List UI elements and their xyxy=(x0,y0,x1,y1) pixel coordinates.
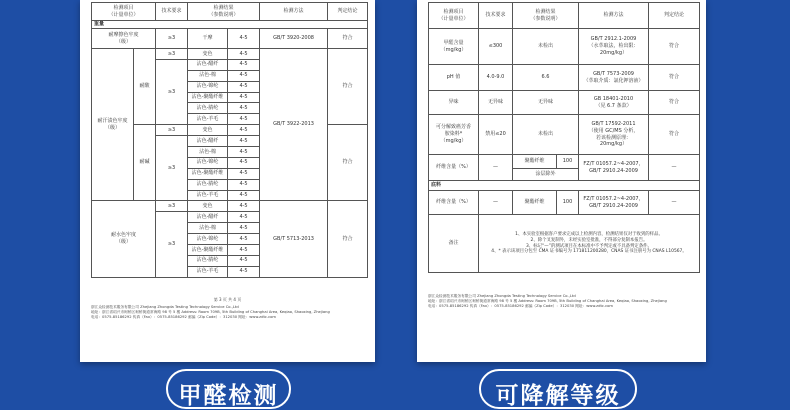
report-footer xyxy=(91,305,330,321)
footer-line-contact: 电话：0575-85186292 传真（Fax）：0575-85186292 邮编（Zip Code）：312030 网址：www.zdtc.com xyxy=(91,315,276,320)
alkali-req-0: ≥3 xyxy=(156,125,188,136)
acid-row-label: 沾色-锦纶 xyxy=(188,81,228,92)
alkali-row-value: 4-5 xyxy=(228,190,260,201)
alkali-label: 耐碱 xyxy=(134,125,156,201)
header-result: 检测结果 （参数说明） xyxy=(188,3,260,21)
row-result: 6.6 xyxy=(513,65,579,91)
fiber-coating: 涂层除外 xyxy=(513,169,579,181)
friction-req: ≥3 xyxy=(156,29,188,49)
acid-row-label: 沾色-聚酯纤维 xyxy=(188,92,228,103)
acid-row-value: 4-5 xyxy=(228,92,260,103)
alkali-row-label: 沾色-腈纶 xyxy=(188,179,228,190)
fiber-req: — xyxy=(479,191,513,215)
footer-line-company: 浙江众检测技术服务有限公司 Zhejiang Zhongda Testing Technology Service Co.,Ltd xyxy=(91,305,239,309)
header-req: 技术要求 xyxy=(156,3,188,21)
acid-row-value: 4-5 xyxy=(228,103,260,114)
acid-row-value: 4-5 xyxy=(228,81,260,92)
row-verdict: 符合 xyxy=(649,91,700,115)
header-result: 检测结果 （参数说明） xyxy=(513,3,579,29)
footer-line-company: 浙江众检测技术服务有限公司 Zhejiang Zhongda Testing Technology Service Co.,Ltd xyxy=(428,294,576,298)
row-result: 未检出 xyxy=(513,115,579,155)
row-item: 甲醛含量 （mg/kg） xyxy=(429,29,479,65)
row-item: pH 值 xyxy=(429,65,479,91)
footer-line-address: 地址：浙江省绍兴市柯桥区柯桥街道常海路 98 号 5 楼 Address: Room 709B, 5th Building of Changhai Area, Keqiao, Shaoxing, Zhejiang xyxy=(428,299,667,304)
notes-label: 备注 xyxy=(429,215,479,273)
header-req: 技术要求 xyxy=(479,3,513,29)
alkali-row-value: 4-5 xyxy=(228,168,260,179)
row-method: GB/T 2912.1-2009 （水萃取法，检出限： 20mg/kg） xyxy=(579,29,649,65)
row-result: 未检出 xyxy=(513,29,579,65)
header-verdict: 判定结论 xyxy=(328,3,368,21)
sweat-label: 耐汗渍色牢度 （级） xyxy=(92,49,134,201)
water-verdict: 符合 xyxy=(328,201,368,277)
section-title: 底料 xyxy=(429,181,700,191)
acid-row-value: 4-5 xyxy=(228,49,260,60)
row-req: ≤300 xyxy=(479,29,513,65)
note-line: 1、本实验室根据客户要求完成以上检测内容，检测结果仅对于收到的样品。 xyxy=(515,231,663,237)
acid-verdict: 符合 xyxy=(328,49,368,125)
note-line: 4、* 表示该项目分包至 CMA 证书编号为 171811200280，CNAS 证书注册号为 CNAS L10567。 xyxy=(491,249,687,255)
water-row-label: 沾色-聚酯纤维 xyxy=(188,245,228,256)
water-row-value: 4-5 xyxy=(228,223,260,234)
header-method: 检测方法 xyxy=(579,3,649,29)
water-row-label: 沾色-棉 xyxy=(188,223,228,234)
degradability-grade-label: 可降解等级 xyxy=(479,369,637,409)
alkali-verdict: 符合 xyxy=(328,125,368,201)
section-title: 重量 xyxy=(92,21,368,29)
row-method: GB 18401-2010 （见 6.7 条款） xyxy=(579,91,649,115)
formaldehyde-test-label: 甲醛检测 xyxy=(166,369,291,409)
acid-label: 耐酸 xyxy=(134,49,156,125)
row-result: 无异味 xyxy=(513,91,579,115)
fiber-verdict: — xyxy=(649,155,700,181)
fiber-name: 聚酯纤维 xyxy=(513,155,557,169)
water-row-value: 4-5 xyxy=(228,266,260,277)
row-verdict: 符合 xyxy=(649,29,700,65)
water-row-value: 4-5 xyxy=(228,234,260,245)
acid-row-label: 沾色-羊毛 xyxy=(188,114,228,125)
row-verdict: 符合 xyxy=(649,65,700,91)
note-line: 3、标记“—”的测试项目在本标准中不予判定或不具备判定条件。 xyxy=(526,243,652,249)
alkali-row-value: 4-5 xyxy=(228,125,260,136)
water-row-value: 4-5 xyxy=(228,245,260,256)
fiber-req: — xyxy=(479,155,513,181)
fiber-value: 100 xyxy=(557,155,579,169)
header-item: 检测项目 （计量单位） xyxy=(92,3,156,21)
fiber-method: FZ/T 01057.2~4-2007， GB/T 2910.24-2009 xyxy=(579,191,649,215)
alkali-row-value: 4-5 xyxy=(228,147,260,158)
notes-cell xyxy=(479,215,700,273)
footer-line-contact: 电话：0575-85186292 传真（Fax）：0575-85186292 邮编（Zip Code）：312030 网址：www.zdtc.com xyxy=(428,304,613,309)
footer-line-address: 地址：浙江省绍兴市柯桥区柯桥街道常海路 98 号 5 楼 Address: Room 709B, 5th Building of Changhai Area, Keqiao, Shaoxing, Zhejiang xyxy=(91,310,330,315)
water-method: GB/T 5713-2013 xyxy=(260,201,328,277)
water-row-label: 变色 xyxy=(188,201,228,212)
alkali-row-value: 4-5 xyxy=(228,157,260,168)
fiber-item: 纤维含量（%） xyxy=(429,191,479,215)
fiber-value: 100 xyxy=(557,191,579,215)
alkali-row-label: 沾色-醋纤 xyxy=(188,136,228,147)
fiber-name: 聚酯纤维 xyxy=(513,191,557,215)
friction-method: GB/T 3920-2008 xyxy=(260,29,328,49)
alkali-row-label: 沾色-聚酯纤维 xyxy=(188,168,228,179)
row-req: 无异味 xyxy=(479,91,513,115)
sweat-method: GB/T 3922-2013 xyxy=(260,49,328,201)
fiber-item: 纤维含量（%） xyxy=(429,155,479,181)
friction-value: 4-5 xyxy=(228,29,260,49)
acid-row-label: 沾色-腈纶 xyxy=(188,103,228,114)
water-req-0: ≥3 xyxy=(156,201,188,212)
alkali-row-value: 4-5 xyxy=(228,136,260,147)
header-item: 检测项目 （计量单位） xyxy=(429,3,479,29)
alkali-req-1: ≥3 xyxy=(156,136,188,201)
friction-result: 干摩 xyxy=(188,29,228,49)
row-verdict: 符合 xyxy=(649,115,700,155)
note-line: 2、除个叉复制外，未经实验室批准，不得部分复制本报告。 xyxy=(530,237,648,243)
water-row-value: 4-5 xyxy=(228,201,260,212)
row-req: 4.0-9.0 xyxy=(479,65,513,91)
alkali-row-label: 沾色-羊毛 xyxy=(188,190,228,201)
alkali-row-label: 沾色-锦纶 xyxy=(188,157,228,168)
alkali-row-value: 4-5 xyxy=(228,179,260,190)
row-item: 可分解致癌芳香 胺染料* （mg/kg） xyxy=(429,115,479,155)
report-footer xyxy=(428,294,667,310)
water-req-1: ≥3 xyxy=(156,212,188,277)
left-report-table xyxy=(91,2,368,278)
acid-row-label: 沾色-醋纤 xyxy=(188,59,228,70)
acid-row-value: 4-5 xyxy=(228,59,260,70)
acid-req-0: ≥3 xyxy=(156,49,188,60)
fiber-method: FZ/T 01057.2~4-2007， GB/T 2910.24-2009 xyxy=(579,155,649,181)
alkali-row-label: 沾色-棉 xyxy=(188,147,228,158)
water-row-label: 沾色-锦纶 xyxy=(188,234,228,245)
row-req: 禁用≤20 xyxy=(479,115,513,155)
acid-row-label: 变色 xyxy=(188,49,228,60)
water-row-value: 4-5 xyxy=(228,255,260,266)
right-report-table xyxy=(428,2,700,273)
header-method: 检测方法 xyxy=(260,3,328,21)
page-number: 第 3 页 共 4 页 xyxy=(213,297,242,302)
fiber-verdict: — xyxy=(649,191,700,215)
water-row-label: 沾色-腈纶 xyxy=(188,255,228,266)
acid-row-label: 沾色-棉 xyxy=(188,70,228,81)
acid-row-value: 4-5 xyxy=(228,70,260,81)
acid-row-value: 4-5 xyxy=(228,114,260,125)
alkali-row-label: 变色 xyxy=(188,125,228,136)
row-item: 异味 xyxy=(429,91,479,115)
header-verdict: 判定结论 xyxy=(649,3,700,29)
right-report-page xyxy=(417,0,706,362)
water-row-value: 4-5 xyxy=(228,212,260,223)
row-method: GB/T 17592-2011 （使用 GC/MS 分析， 若该检测原理： 20mg/kg） xyxy=(579,115,649,155)
acid-req-1: ≥3 xyxy=(156,59,188,124)
water-label: 耐水色牢度 （级） xyxy=(92,201,156,277)
water-row-label: 沾色-羊毛 xyxy=(188,266,228,277)
friction-verdict: 符合 xyxy=(328,29,368,49)
left-report-page xyxy=(80,0,375,362)
friction-label: 耐摩擦色牢度 （级） xyxy=(92,29,156,49)
water-row-label: 沾色-醋纤 xyxy=(188,212,228,223)
row-method: GB/T 7573-2009 （萃取介质：氯化钾溶液） xyxy=(579,65,649,91)
